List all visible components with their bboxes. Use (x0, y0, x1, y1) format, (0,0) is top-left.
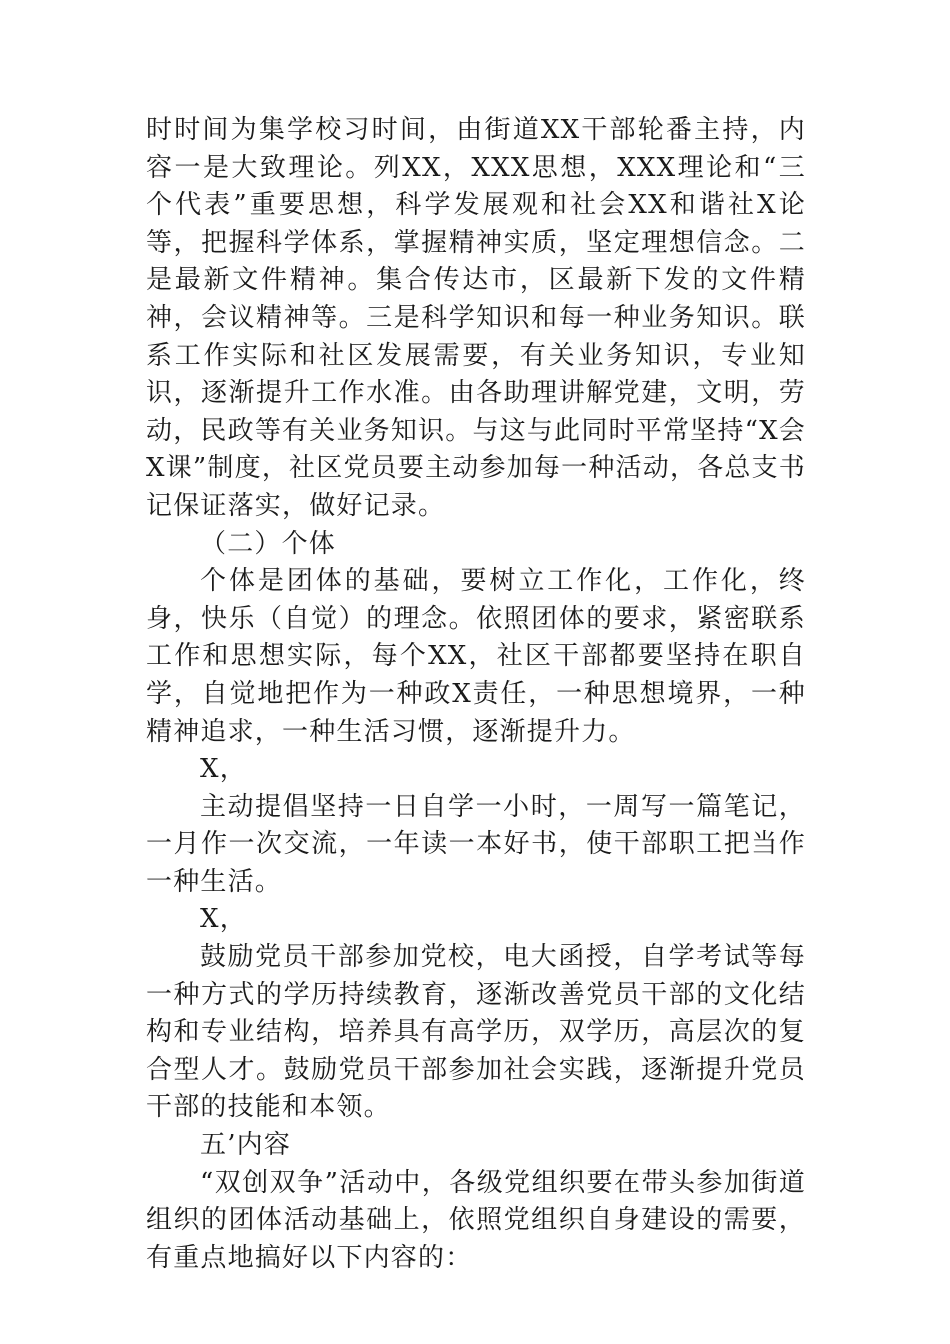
paragraph-daily-study: 主动提倡坚持一日自学一小时，一周写一篇笔记，一月作一次交流，一年读一本好书，使干部职工把当作一种生活。 (146, 791, 806, 897)
paragraph-dual-activity: “双创双争”活动中，各级党组织要在带头参加街道组织的团体活动基础上，依照党组织自身建设的需要，有重点地搞好以下内容的： (146, 1167, 806, 1273)
subheading-item-1: X， (200, 754, 247, 785)
section-heading-individual: （二）个体 (200, 528, 337, 559)
paragraph-individual-foundation: 个体是团体的基础，要树立工作化，工作化，终身，快乐（自觉）的理念。依照团体的要求，紧密联系工作和思想实际，每个XX，社区干部都要坚持在职自学，自觉地把作为一种政X责任，一种思想境界，一种精神追求，一种生活习惯，逐渐提升力。 (146, 566, 806, 747)
subheading-item-2: X， (200, 904, 247, 935)
paragraph-study-schedule: 时时间为集学校习时间，由街道XX干部轮番主持，内容一是大致理论。列XX，XXX思想，XXX理论和“三个代表”重要思想，科学发展观和社会XX和谐社X论等，把握科学体系，掌握精神实质，坚定理想信念。二是最新文件精神。集合传达市，区最新下发的文件精神，会议精神等。三是科学知识和每一种业务知识。联系工作实际和社区发展需要，有关业务知识，专业知识，逐渐提升工作水准。由各助理讲解党建，文明，劳动，民政等有关业务知识。与这与此同时平常坚持“X会X课”制度，社区党员要主动参加每一种活动，各总支书记保证落实，做好记录。 (146, 115, 806, 521)
section-heading-content: 五’内容 (200, 1130, 292, 1161)
document-body (146, 112, 806, 1277)
paragraph-continuing-education: 鼓励党员干部参加党校，电大函授，自学考试等每一种方式的学历持续教育，逐渐改善党员干部的文化结构和专业结构，培养具有高学历，双学历，高层次的复合型人才。鼓励党员干部参加社会实践，逐渐提升党员干部的技能和本领。 (146, 942, 806, 1123)
